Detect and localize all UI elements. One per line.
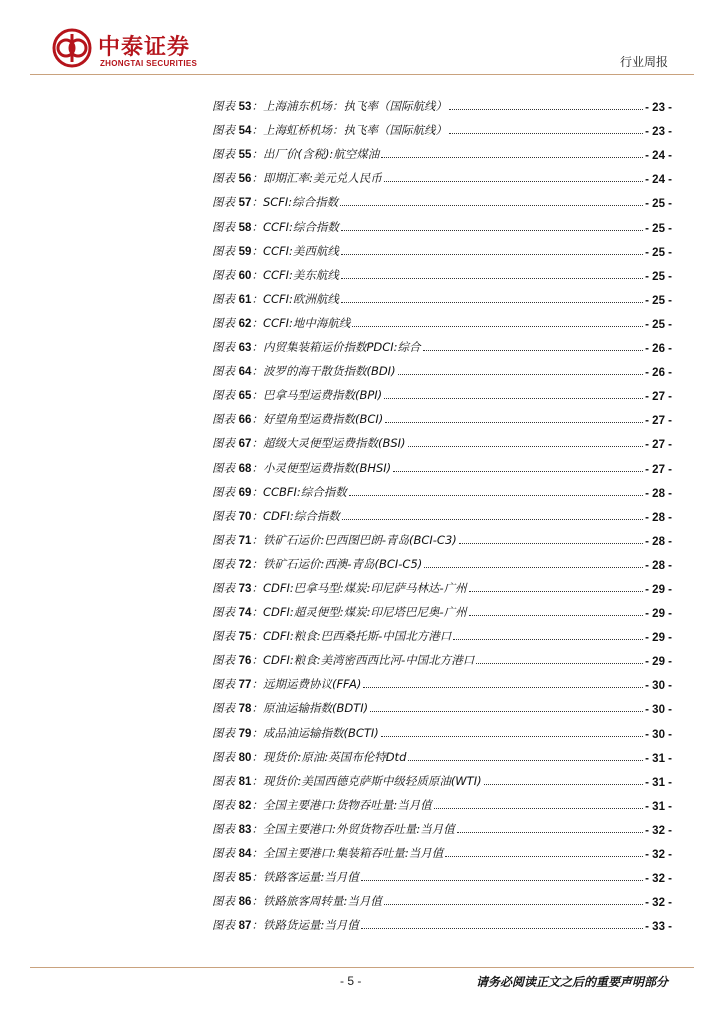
toc-figure-number: 61 (238, 293, 252, 306)
toc-figure-prefix: 图表 (212, 629, 235, 644)
toc-page-number: - 27 - (645, 391, 672, 404)
toc-figure-number: 55 (238, 149, 252, 162)
toc-dot-leader (340, 205, 643, 206)
toc-dot-leader (349, 495, 643, 496)
toc-entry-label: 图表 81：现货价:美国西德克萨斯中级轻质原油(WTI) (212, 773, 482, 788)
toc-figure-prefix: 图表 (212, 821, 235, 836)
toc-figure-number: 71 (238, 534, 252, 547)
toc-figure-prefix: 图表 (212, 918, 235, 933)
toc-entry-label: 图表 80：现货价:原油:英国布伦特Dtd (212, 749, 407, 764)
table-of-figures (212, 90, 672, 933)
toc-figure-title: CDFI:巴拿马型:煤炭:印尼萨马林达-广州 (262, 580, 467, 595)
toc-dot-leader (449, 133, 643, 134)
toc-dot-leader (384, 181, 643, 182)
toc-entry[interactable] (212, 741, 672, 765)
toc-page-number: - 29 - (645, 608, 672, 621)
toc-page-number: - 30 - (645, 728, 672, 741)
toc-dot-leader (476, 663, 643, 664)
toc-figure-prefix: 图表 (212, 580, 235, 595)
toc-dot-leader (459, 543, 643, 544)
toc-dot-leader (423, 350, 644, 351)
toc-figure-title: CCFI:欧洲航线 (262, 291, 339, 306)
toc-page-number: - 33 - (645, 921, 672, 934)
toc-page-number: - 29 - (645, 583, 672, 596)
toc-page-number: - 32 - (645, 849, 672, 861)
toc-entry-label: 图表 82：全国主要港口:货物吞吐量:当月值 (212, 797, 432, 812)
toc-figure-number: 73 (238, 582, 252, 595)
toc-entry-label: 图表 77：远期运费协议(FFA) (212, 677, 362, 692)
toc-entry[interactable] (212, 909, 672, 933)
toc-figure-title: 全国主要港口:货物吞吐量:当月值 (262, 797, 432, 812)
toc-entry[interactable] (212, 500, 672, 524)
toc-figure-title: SCFI:综合指数 (262, 195, 339, 210)
toc-page-number: - 25 - (645, 318, 672, 331)
toc-entry[interactable] (212, 668, 672, 692)
toc-dot-leader (424, 567, 643, 568)
toc-entry-label: 图表 66：好望角型运费指数(BCI) (212, 412, 384, 427)
toc-figure-prefix: 图表 (212, 508, 235, 523)
toc-figure-number: 70 (238, 510, 252, 523)
toc-figure-number: 85 (238, 872, 252, 885)
toc-entry[interactable] (212, 90, 672, 114)
toc-entry-label: 图表 53：上海浦东机场：执飞率（国际航线） (212, 99, 447, 114)
toc-figure-title: 现货价:美国西德克萨斯中级轻质原油(WTI) (262, 773, 482, 788)
toc-figure-number: 77 (238, 679, 252, 692)
toc-entry-label: 图表 68：小灵便型运费指数(BHSI) (212, 460, 392, 475)
toc-figure-number: 58 (238, 221, 252, 234)
toc-entry[interactable] (212, 837, 672, 861)
toc-entry[interactable] (212, 259, 672, 283)
toc-dot-leader (393, 471, 643, 472)
toc-figure-title: 超级大灵便型运费指数(BSI) (262, 436, 406, 451)
toc-entry-label: 图表 73：CDFI:巴拿马型:煤炭:印尼萨马林达-广州 (212, 580, 467, 595)
toc-entry[interactable] (212, 138, 672, 162)
toc-figure-number: 57 (238, 197, 252, 210)
toc-entry[interactable] (212, 403, 672, 427)
toc-entry-label: 图表 69：CCBFI:综合指数 (212, 484, 347, 499)
toc-entry-label: 图表 60：CCFI:美东航线 (212, 267, 339, 282)
toc-figure-prefix: 图表 (212, 219, 235, 234)
toc-dot-leader (445, 856, 643, 857)
toc-figure-prefix: 图表 (212, 460, 235, 475)
toc-figure-title: 好望角型运费指数(BCI) (262, 412, 384, 427)
toc-figure-prefix: 图表 (212, 484, 235, 499)
toc-entry[interactable] (212, 476, 672, 500)
toc-dot-leader (434, 808, 643, 809)
toc-dot-leader (352, 326, 643, 327)
toc-figure-number: 84 (238, 848, 252, 860)
toc-figure-prefix: 图表 (212, 701, 235, 716)
toc-entry-label: 图表 84：全国主要港口:集装箱吞吐量:当月值 (212, 846, 444, 860)
toc-entry-label: 图表 71：铁矿石运价:巴西图巴朗-青岛(BCI-C3) (212, 532, 457, 547)
toc-figure-prefix: 图表 (212, 532, 235, 547)
toc-figure-title: 现货价:原油:英国布伦特Dtd (262, 749, 407, 764)
toc-figure-title: CCFI:美东航线 (262, 267, 339, 282)
toc-figure-number: 86 (238, 896, 252, 909)
toc-dot-leader (384, 398, 643, 399)
toc-figure-title: 即期汇率:美元兑人民币 (262, 171, 382, 186)
toc-figure-prefix: 图表 (212, 99, 235, 114)
toc-entry-label: 图表 54：上海虹桥机场：执飞率（国际航线） (212, 123, 447, 138)
toc-figure-title: 内贸集装箱运价指数PDCI:综合 (262, 340, 421, 355)
toc-entry-label: 图表 83：全国主要港口:外贸货物吞吐量:当月值 (212, 821, 455, 836)
toc-page-number: - 27 - (645, 439, 672, 452)
company-name-en: ZHONGTAI SECURITIES (100, 59, 198, 68)
toc-dot-leader (453, 639, 643, 640)
toc-figure-title: 上海虹桥机场：执飞率（国际航线） (262, 123, 447, 138)
disclaimer-text: 请务必阅读正文之后的重要声明部分 (475, 975, 668, 989)
toc-page-number: - 25 - (645, 270, 672, 283)
toc-figure-title: 全国主要港口:外贸货物吞吐量:当月值 (262, 821, 455, 836)
toc-figure-prefix: 图表 (212, 243, 235, 258)
toc-figure-prefix: 图表 (212, 147, 235, 162)
toc-entry[interactable] (212, 524, 672, 548)
toc-entry[interactable] (212, 307, 672, 331)
toc-page-number: - 24 - (645, 150, 672, 163)
toc-figure-number: 72 (238, 558, 252, 571)
toc-entry-label: 图表 55：出厂价(含税):航空煤油 (212, 147, 380, 162)
toc-entry[interactable] (212, 210, 672, 234)
toc-page-number: - 25 - (645, 246, 672, 259)
toc-figure-title: 远期运费协议(FFA) (262, 677, 362, 692)
toc-figure-prefix: 图表 (212, 556, 235, 571)
toc-dot-leader (361, 880, 643, 881)
toc-dot-leader (457, 832, 643, 833)
toc-entry-label: 图表 75：CDFI:粮食:巴西桑托斯-中国北方港口 (212, 629, 452, 644)
toc-page-number: - 32 - (645, 873, 672, 886)
toc-figure-number: 75 (238, 631, 252, 644)
toc-entry-label: 图表 63：内贸集装箱运价指数PDCI:综合 (212, 340, 421, 355)
toc-dot-leader (469, 591, 644, 592)
toc-figure-number: 63 (238, 342, 252, 355)
toc-dot-leader (381, 736, 643, 737)
toc-figure-title: 出厂价(含税):航空煤油 (262, 147, 380, 162)
toc-figure-number: 67 (238, 438, 252, 451)
toc-page-number: - 28 - (645, 559, 672, 572)
toc-page-number: - 31 - (645, 776, 672, 789)
toc-figure-title: 巴拿马型运费指数(BPI) (262, 388, 383, 403)
toc-entry[interactable] (212, 813, 672, 837)
toc-figure-title: 铁矿石运价:西澳-青岛(BCI-C5) (262, 556, 423, 571)
page-header (0, 0, 724, 80)
toc-entry[interactable] (212, 861, 672, 885)
toc-entry-label: 图表 79：成品油运输指数(BCTI) (212, 725, 379, 740)
toc-figure-title: 铁路旅客周转量:当月值 (262, 894, 382, 909)
toc-figure-prefix: 图表 (212, 195, 235, 210)
toc-figure-prefix: 图表 (212, 267, 235, 282)
toc-page-number: - 31 - (645, 752, 672, 765)
toc-dot-leader (370, 711, 643, 712)
toc-figure-title: CCBFI:综合指数 (262, 484, 347, 499)
report-type: 行业周报 (619, 55, 668, 69)
toc-figure-prefix: 图表 (212, 653, 235, 668)
toc-page-number: - 27 - (645, 463, 672, 476)
toc-page-number: - 26 - (645, 367, 672, 380)
toc-dot-leader (361, 928, 643, 929)
toc-figure-prefix: 图表 (212, 870, 235, 885)
toc-figure-prefix: 图表 (212, 894, 235, 909)
toc-figure-prefix: 图表 (212, 171, 235, 186)
toc-entry-label: 图表 87：铁路货运量:当月值 (212, 918, 359, 933)
toc-page-number: - 25 - (645, 222, 672, 235)
toc-figure-prefix: 图表 (212, 388, 235, 403)
toc-figure-title: 成品油运输指数(BCTI) (262, 725, 379, 740)
toc-entry-label: 图表 70：CDFI:综合指数 (212, 508, 340, 523)
toc-dot-leader (341, 278, 643, 279)
toc-dot-leader (385, 422, 643, 423)
toc-entry[interactable] (212, 235, 672, 259)
toc-page-number: - 30 - (645, 704, 672, 717)
page-number: - 5 - (340, 974, 362, 988)
toc-figure-number: 62 (238, 317, 252, 330)
toc-entry[interactable] (212, 114, 672, 138)
toc-entry-label: 图表 64：波罗的海干散货指数(BDI) (212, 364, 396, 379)
toc-figure-title: 上海浦东机场：执飞率（国际航线） (262, 99, 447, 114)
toc-entry[interactable] (212, 620, 672, 644)
toc-figure-number: 66 (238, 414, 252, 427)
toc-dot-leader (381, 157, 643, 158)
toc-figure-number: 76 (238, 655, 252, 668)
toc-figure-title: CCFI:综合指数 (262, 219, 339, 234)
toc-figure-number: 68 (238, 462, 252, 475)
toc-dot-leader (484, 784, 644, 785)
toc-entry-label: 图表 56：即期汇率:美元兑人民币 (212, 171, 382, 186)
toc-figure-title: CCFI:地中海航线 (262, 315, 351, 330)
toc-entry-label: 图表 72：铁矿石运价:西澳-青岛(BCI-C5) (212, 556, 423, 571)
toc-entry-label: 图表 67：超级大灵便型运费指数(BSI) (212, 436, 406, 451)
toc-page-number: - 23 - (645, 102, 672, 115)
toc-entry-label: 图表 78：原油运输指数(BDTI) (212, 701, 369, 716)
toc-dot-leader (449, 109, 643, 110)
toc-figure-prefix: 图表 (212, 340, 235, 355)
toc-figure-number: 74 (238, 607, 252, 620)
toc-entry-label: 图表 76：CDFI:粮食:美湾密西西比河-中国北方港口 (212, 653, 475, 668)
toc-dot-leader (341, 254, 643, 255)
toc-entry[interactable] (212, 355, 672, 379)
toc-figure-prefix: 图表 (212, 315, 235, 330)
toc-dot-leader (341, 302, 643, 303)
toc-figure-number: 80 (238, 751, 252, 764)
toc-entry-label: 图表 61：CCFI:欧洲航线 (212, 291, 339, 306)
toc-figure-title: 铁矿石运价:巴西图巴朗-青岛(BCI-C3) (262, 532, 457, 547)
toc-figure-title: 波罗的海干散货指数(BDI) (262, 364, 396, 379)
toc-dot-leader (384, 904, 643, 905)
toc-figure-number: 65 (238, 390, 252, 403)
toc-figure-number: 78 (238, 703, 252, 716)
toc-figure-number: 54 (238, 125, 252, 138)
toc-figure-number: 59 (238, 245, 252, 258)
toc-dot-leader (363, 687, 643, 688)
toc-figure-number: 69 (238, 486, 252, 499)
toc-figure-title: CCFI:美西航线 (262, 243, 339, 258)
toc-page-number: - 32 - (645, 824, 672, 837)
toc-page-number: - 25 - (645, 294, 672, 307)
toc-entry[interactable] (212, 572, 672, 596)
toc-figure-prefix: 图表 (212, 677, 235, 692)
toc-figure-prefix: 图表 (212, 412, 235, 427)
toc-dot-leader (341, 230, 643, 231)
toc-entry-label: 图表 85：铁路客运量:当月值 (212, 870, 359, 885)
toc-figure-number: 81 (238, 775, 252, 788)
toc-entry[interactable] (212, 451, 672, 475)
toc-figure-title: 铁路客运量:当月值 (262, 870, 359, 885)
toc-entry[interactable] (212, 644, 672, 668)
toc-entry[interactable] (212, 162, 672, 186)
toc-entry[interactable] (212, 789, 672, 813)
toc-figure-title: CDFI:粮食:巴西桑托斯-中国北方港口 (262, 629, 452, 644)
toc-figure-title: 小灵便型运费指数(BHSI) (262, 460, 392, 475)
toc-figure-title: 铁路货运量:当月值 (262, 918, 359, 933)
toc-page-number: - 29 - (645, 656, 672, 669)
toc-figure-number: 87 (238, 920, 252, 933)
toc-entry-label: 图表 62：CCFI:地中海航线 (212, 315, 351, 330)
toc-dot-leader (398, 374, 644, 375)
toc-page-number: - 26 - (645, 343, 672, 356)
toc-figure-prefix: 图表 (212, 725, 235, 740)
toc-entry-label: 图表 74：CDFI:超灵便型:煤炭:印尼塔巴尼奥-广州 (212, 605, 467, 620)
toc-entry[interactable] (212, 283, 672, 307)
toc-figure-number: 83 (238, 823, 252, 836)
toc-entry[interactable] (212, 548, 672, 572)
toc-page-number: - 31 - (645, 800, 672, 813)
toc-entry[interactable] (212, 765, 672, 789)
toc-figure-title: CDFI:超灵便型:煤炭:印尼塔巴尼奥-广州 (262, 605, 467, 620)
toc-dot-leader (408, 760, 643, 761)
toc-figure-number: 53 (238, 101, 252, 114)
toc-figure-prefix: 图表 (212, 123, 235, 138)
toc-entry[interactable] (212, 716, 672, 740)
toc-entry[interactable] (212, 331, 672, 355)
toc-page-number: - 29 - (645, 632, 672, 645)
zhongtai-logo-icon (52, 28, 92, 68)
toc-figure-number: 79 (238, 727, 252, 740)
toc-entry-label: 图表 59：CCFI:美西航线 (212, 243, 339, 258)
toc-entry[interactable] (212, 692, 672, 716)
header-divider (30, 74, 694, 75)
toc-entry[interactable] (212, 885, 672, 909)
toc-figure-number: 56 (238, 173, 252, 186)
toc-dot-leader (342, 519, 643, 520)
toc-figure-prefix: 图表 (212, 846, 235, 860)
toc-page-number: - 32 - (645, 897, 672, 910)
toc-figure-number: 82 (238, 799, 252, 812)
toc-figure-title: CDFI:综合指数 (262, 508, 340, 523)
toc-dot-leader (408, 446, 644, 447)
toc-dot-leader (469, 615, 644, 616)
company-name-cn: 中泰证券 (98, 35, 191, 60)
toc-entry[interactable] (212, 427, 672, 451)
toc-figure-prefix: 图表 (212, 436, 235, 451)
toc-entry[interactable] (212, 596, 672, 620)
toc-entry[interactable] (212, 186, 672, 210)
toc-entry-label: 图表 57：SCFI:综合指数 (212, 195, 339, 210)
toc-figure-prefix: 图表 (212, 605, 235, 620)
toc-entry-label: 图表 65：巴拿马型运费指数(BPI) (212, 388, 383, 403)
toc-page-number: - 28 - (645, 535, 672, 548)
toc-page-number: - 24 - (645, 174, 672, 187)
toc-page-number: - 27 - (645, 415, 672, 428)
toc-figure-number: 64 (238, 366, 252, 379)
toc-figure-prefix: 图表 (212, 749, 235, 764)
toc-figure-title: 全国主要港口:集装箱吞吐量:当月值 (262, 846, 444, 860)
toc-page-number: - 30 - (645, 680, 672, 693)
toc-entry-label: 图表 86：铁路旅客周转量:当月值 (212, 894, 382, 909)
toc-figure-number: 60 (238, 269, 252, 282)
toc-figure-title: CDFI:粮食:美湾密西西比河-中国北方港口 (262, 653, 475, 668)
toc-page-number: - 28 - (645, 511, 672, 524)
toc-figure-title: 原油运输指数(BDTI) (262, 701, 369, 716)
toc-figure-prefix: 图表 (212, 291, 235, 306)
toc-figure-prefix: 图表 (212, 364, 235, 379)
toc-page-number: - 25 - (645, 198, 672, 211)
toc-entry-label: 图表 58：CCFI:综合指数 (212, 219, 339, 234)
toc-page-number: - 23 - (645, 126, 672, 139)
toc-figure-prefix: 图表 (212, 773, 235, 788)
toc-entry[interactable] (212, 379, 672, 403)
toc-figure-prefix: 图表 (212, 797, 235, 812)
footer-divider (30, 967, 694, 968)
toc-page-number: - 28 - (645, 487, 672, 500)
